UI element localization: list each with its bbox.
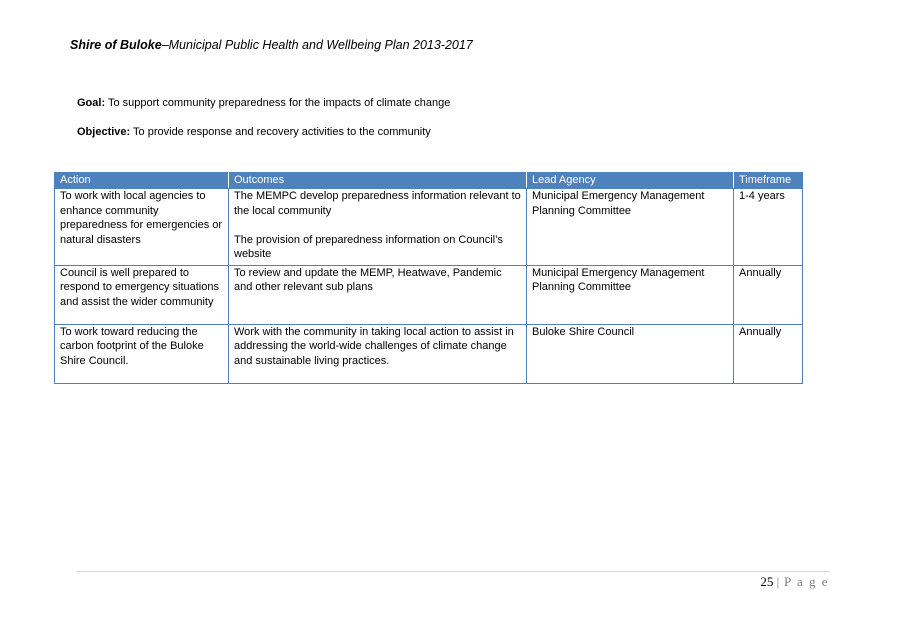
page-number-value: 25	[760, 574, 774, 589]
cell-action: Council is well prepared to respond to emergency situations and assist the wider community	[55, 265, 229, 324]
cell-action: To work with local agencies to enhance community preparedness for emergencies or natural disasters	[55, 189, 229, 266]
cell-outcomes	[229, 265, 527, 324]
objective-label: Objective:	[77, 126, 131, 138]
cell-outcomes	[229, 189, 527, 266]
cell-lead-agency: Municipal Emergency Management Planning Committee	[527, 189, 734, 266]
outcome-text: The MEMPC develop preparedness information relevant to the local community	[234, 190, 521, 217]
objective-statement	[77, 126, 431, 138]
goal-label: Goal:	[77, 97, 106, 109]
table-header-row	[55, 173, 803, 189]
cell-lead-agency: Municipal Emergency Management Planning Committee	[527, 265, 734, 324]
header-title: –Municipal Public Health and Wellbeing Plan 2013-2017	[161, 38, 473, 52]
header-outcomes: Outcomes	[229, 173, 527, 189]
cell-timeframe: Annually	[734, 324, 803, 383]
cell-action: To work toward reducing the carbon footprint of the Buloke Shire Council.	[55, 324, 229, 383]
goal-statement	[77, 97, 450, 109]
footer-divider	[76, 571, 830, 572]
document-header	[70, 38, 473, 52]
cell-outcomes	[229, 324, 527, 383]
cell-lead-agency: Buloke Shire Council	[527, 324, 734, 383]
table-row	[55, 265, 803, 324]
outcome-text: To review and update the MEMP, Heatwave, Pandemic and other relevant sub plans	[234, 266, 502, 293]
cell-timeframe: Annually	[734, 265, 803, 324]
objective-text: To provide response and recovery activities to the community	[133, 126, 431, 138]
page-word: P a g e	[783, 574, 829, 589]
action-plan-table	[54, 172, 803, 384]
goal-text: To support community preparedness for the impacts of climate change	[107, 97, 451, 109]
header-timeframe: Timeframe	[734, 173, 803, 189]
table-row	[55, 189, 803, 266]
outcome-text: The provision of preparedness information on Council’s website	[234, 233, 503, 260]
outcome-text: Work with the community in taking local action to assist in addressing the world-wide challenges of climate change and sustainable living practices.	[234, 325, 514, 367]
table-row	[55, 324, 803, 383]
header-org: Shire of Buloke	[70, 38, 162, 52]
header-action: Action	[55, 173, 229, 189]
page-separator: |	[776, 574, 781, 589]
header-lead-agency: Lead Agency	[527, 173, 734, 189]
cell-timeframe: 1-4 years	[734, 189, 803, 266]
page-number	[760, 574, 829, 590]
